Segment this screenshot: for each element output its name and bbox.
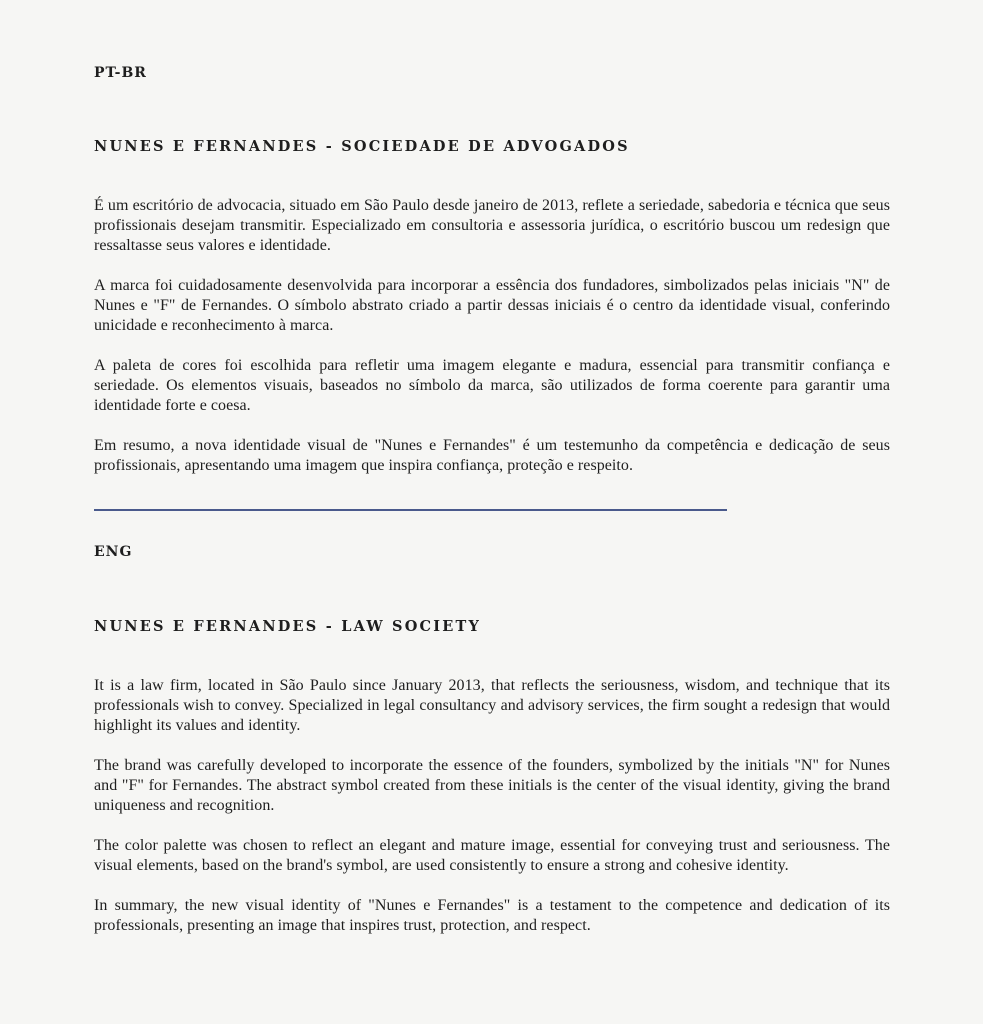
paragraph-en-4: In summary, the new visual identity of "Nunes e Fernandes" is a testament to the competence and dedication of its professionals, presenting an image that inspires trust, protection, and respect. (94, 897, 890, 934)
paragraph-pt-4: Em resumo, a nova identidade visual de "Nunes e Fernandes" é um testemunho da competência e dedicação de seus profissionais, apresentando uma imagem que inspira confiança, proteção e respeito. (94, 437, 890, 474)
language-label-en: ENG (94, 544, 133, 560)
description-pt (94, 196, 890, 476)
paragraph-en-3: The color palette was chosen to reflect an elegant and mature image, essential for conveying trust and seriousness. The visual elements, based on the brand's symbol, are used consistently to ensure a strong and cohesive identity. (94, 837, 890, 874)
language-label-pt: PT-BR (94, 65, 147, 81)
paragraph-pt-1: É um escritório de advocacia, situado em São Paulo desde janeiro de 2013, reflete a seriedade, sabedoria e técnica que seus profissionais desejam transmitir. Especializado em consultoria e assessoria jurídica, o escritório buscou um redesign que ressaltasse seus valores e identidade. (94, 197, 890, 254)
paragraph-en-1: It is a law firm, located in São Paulo since January 2013, that reflects the seriousness, wisdom, and technique that its professionals wish to convey. Specialized in legal consultancy and advisory services, the firm sought a redesign that would highlight its values and identity. (94, 677, 890, 734)
paragraph-pt-2: A marca foi cuidadosamente desenvolvida para incorporar a essência dos fundadores, simbolizados pelas iniciais "N" de Nunes e "F" de Fernandes. O símbolo abstrato criado a partir dessas iniciais é o centro da identidade visual, conferindo unicidade e reconhecimento à marca. (94, 277, 890, 334)
paragraph-en-2: The brand was carefully developed to incorporate the essence of the founders, symbolized by the initials "N" for Nunes and "F" for Fernandes. The abstract symbol created from these initials is the center of the visual identity, giving the brand uniqueness and recognition. (94, 757, 890, 814)
section-title-pt: NUNES E FERNANDES - SOCIEDADE DE ADVOGADOS (94, 138, 630, 155)
section-title-en: NUNES E FERNANDES - LAW SOCIETY (94, 618, 482, 635)
description-en (94, 676, 890, 936)
section-divider (94, 509, 727, 511)
paragraph-pt-3: A paleta de cores foi escolhida para refletir uma imagem elegante e madura, essencial para transmitir confiança e seriedade. Os elementos visuais, baseados no símbolo da marca, são utilizados de forma coerente para garantir uma identidade forte e coesa. (94, 357, 890, 414)
